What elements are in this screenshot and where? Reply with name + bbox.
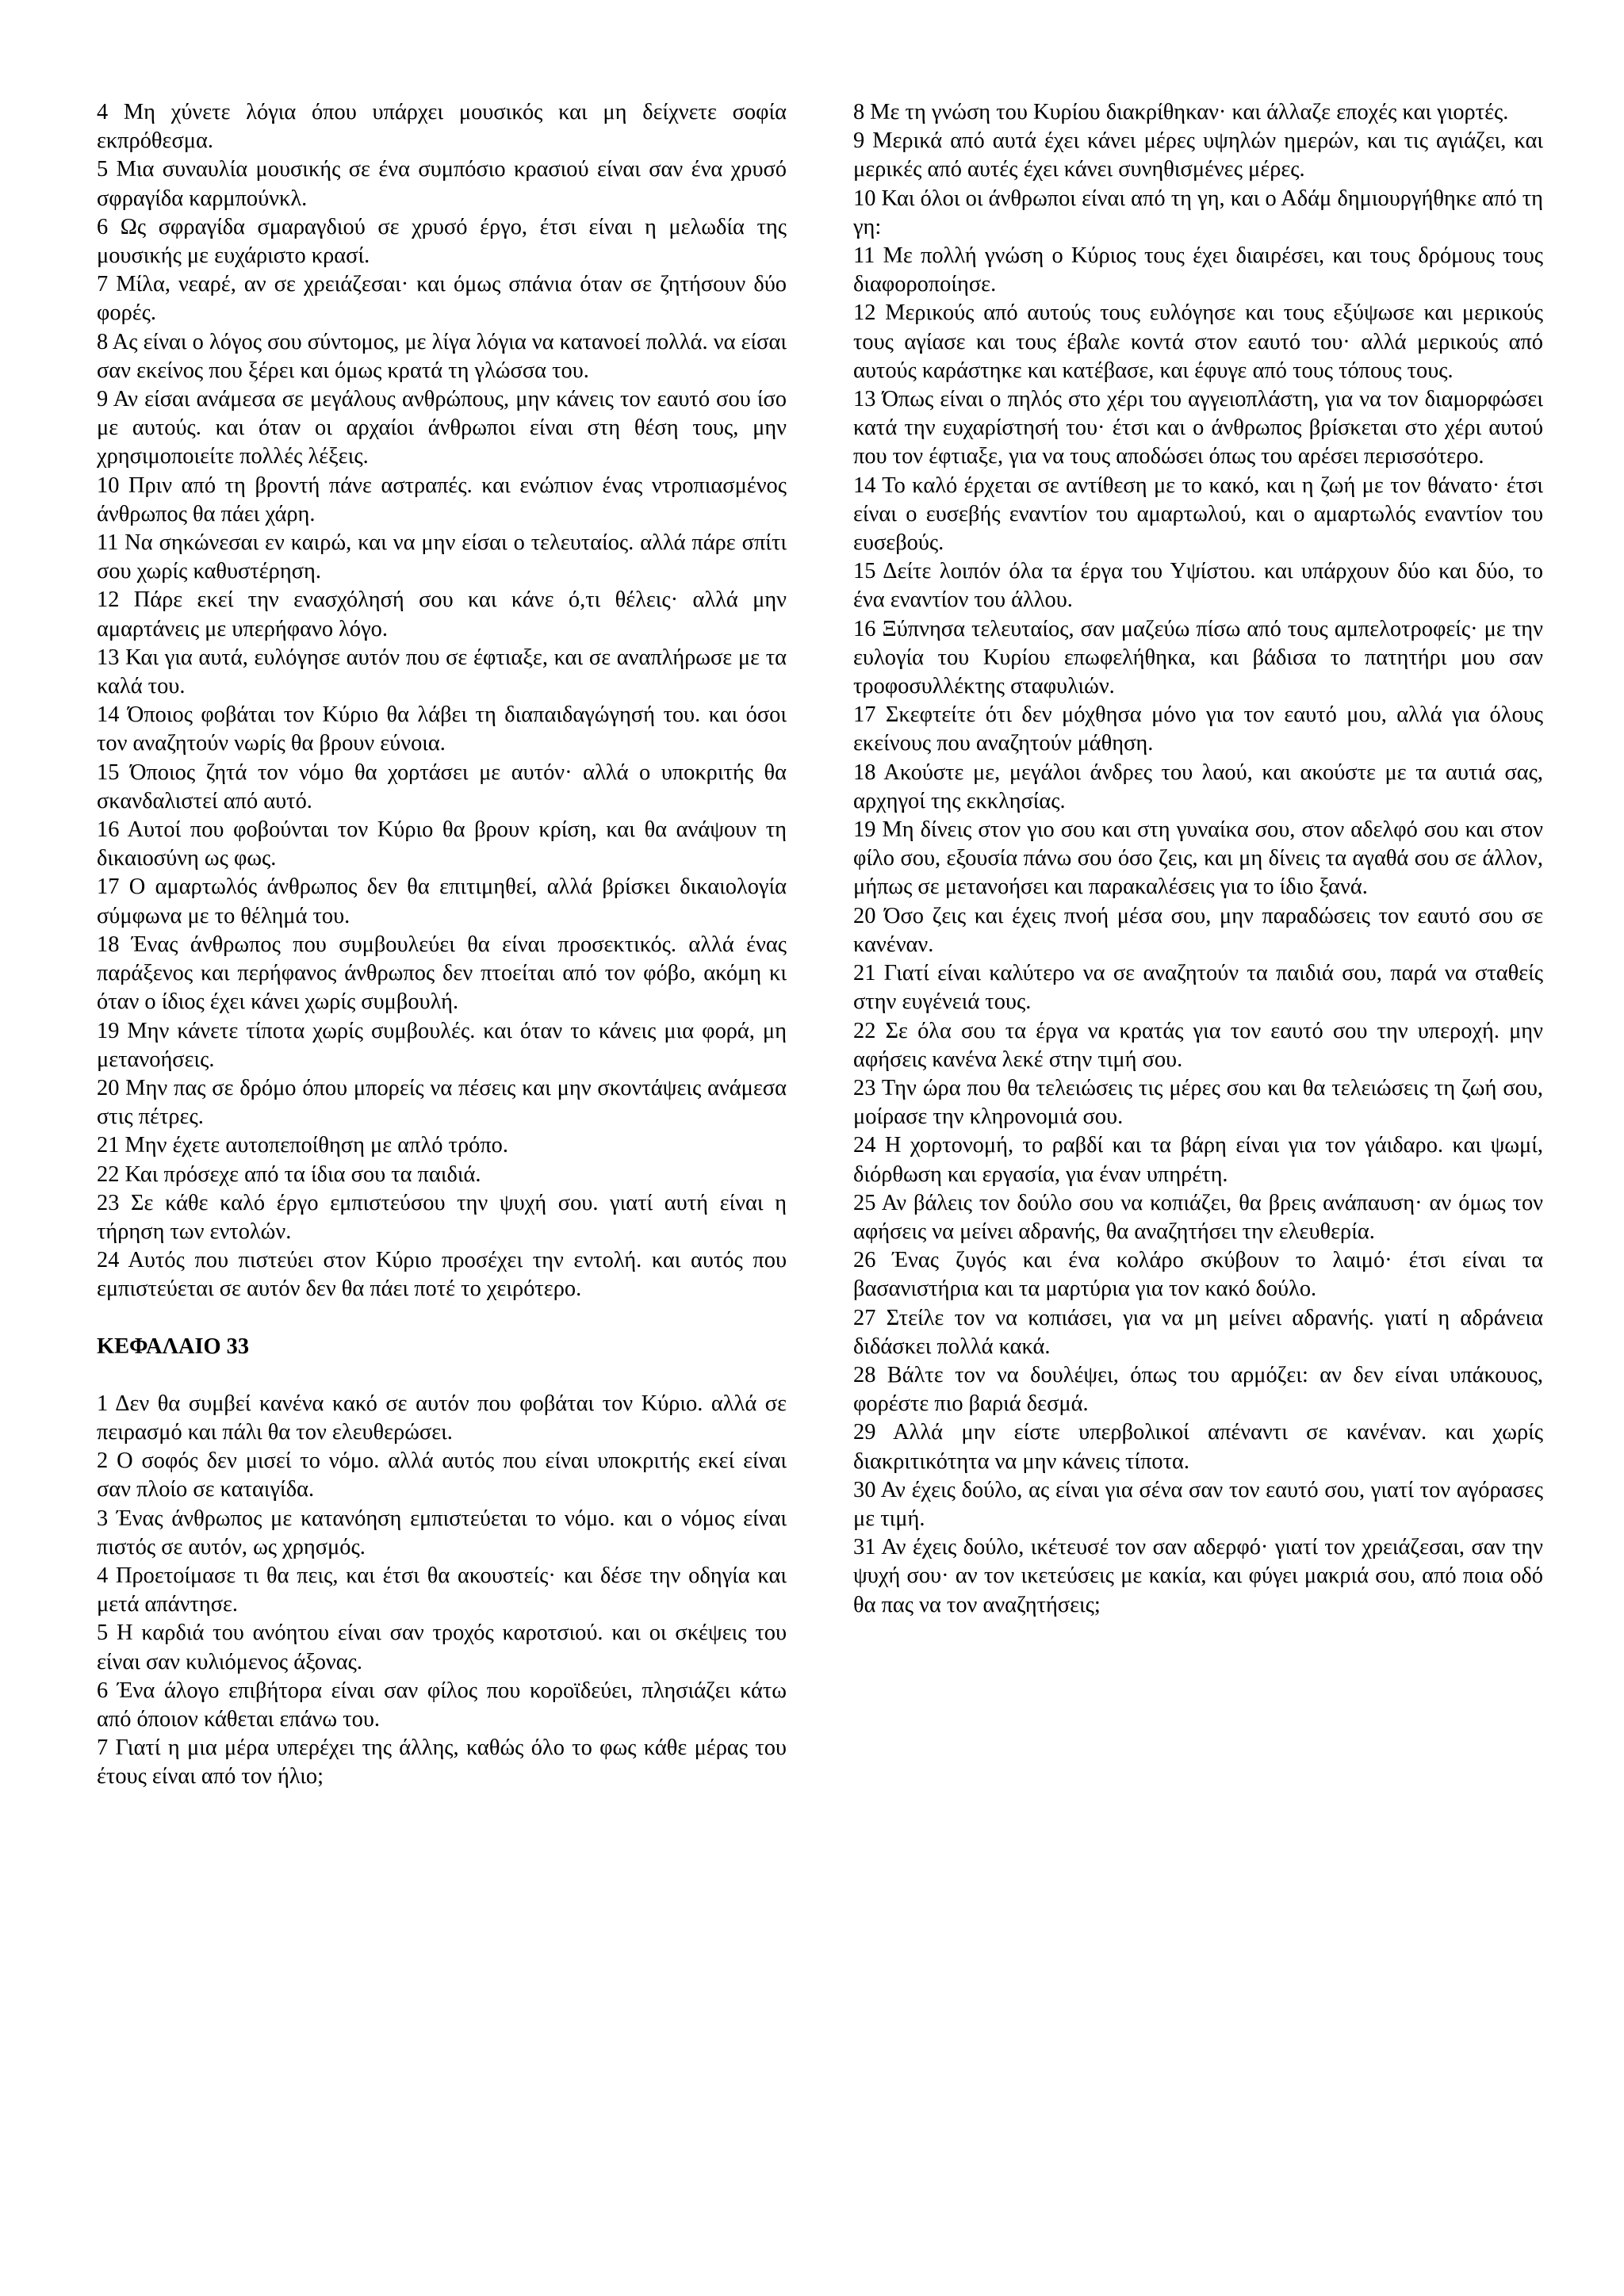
verse: 21 Γιατί είναι καλύτερο να σε αναζητούν τα παιδιά σου, παρά να σταθείς στην ευγένειά τους.: [853, 961, 1543, 1015]
verse: 6 Ένα άλογο επιβήτορα είναι σαν φίλος που κοροϊδεύει, πλησιάζει κάτω από όποιον κάθεται επάνω του.: [97, 1678, 787, 1732]
verse: 23 Σε κάθε καλό έργο εμπιστεύσου την ψυχή σου. γιατί αυτή είναι η τήρηση των εντολών.: [97, 1190, 787, 1244]
verse: 9 Μερικά από αυτά έχει κάνει μέρες υψηλών ημερών, και τις αγιάζει, και μερικές από αυτές έχει κάνει συνηθισμένες μέρες.: [853, 128, 1543, 182]
verse: 22 Σε όλα σου τα έργα να κρατάς για τον εαυτό σου την υπεροχή. μην αφήσεις κανένα λεκέ στην τιμή σου.: [853, 1018, 1543, 1072]
verse: 28 Βάλτε τον να δουλέψει, όπως του αρμόζει: αν δεν είναι υπάκουος, φορέστε πιο βαριά δεσμά.: [853, 1362, 1543, 1417]
verse: 27 Στείλε τον να κοπιάσει, για να μη μείνει αδρανής. γιατί η αδράνεια διδάσκει πολλά κακά.: [853, 1305, 1543, 1359]
verse: 19 Μη δίνεις στον γιο σου και στη γυναίκα σου, στον αδελφό σου και στον φίλο σου, εξουσία πάνω σου όσο ζεις, και μη δίνεις τα αγαθά σου σε άλλον, μήπως σε μετανοήσει και παρακαλέσεις για το ίδιο ξανά.: [853, 817, 1543, 900]
verse: 13 Όπως είναι ο πηλός στο χέρι του αγγειοπλάστη, για να τον διαμορφώσει κατά την ευχαρίστησή του· έτσι και ο άνθρωπος βρίσκεται στο χέρι αυτού που τον έφτιαξε, για να τους αποδώσει όπως του αρέσει περισσότερο.: [853, 387, 1543, 469]
verse: 22 Και πρόσεχε από τα ίδια σου τα παιδιά.: [97, 1161, 481, 1187]
verse: 10 Πριν από τη βροντή πάνε αστραπές. και ενώπιον ένας ντροπιασμένος άνθρωπος θα πάει χάρη.: [97, 473, 787, 526]
verse: 19 Μην κάνετε τίποτα χωρίς συμβουλές. και όταν το κάνεις μια φορά, μη μετανοήσεις.: [97, 1018, 787, 1072]
verse: 8 Με τη γνώση του Κυρίου διακρίθηκαν· και άλλαζε εποχές και γιορτές.: [853, 100, 1509, 124]
verse: 24 Αυτός που πιστεύει στον Κύριο προσέχει την εντολή. και αυτός που εμπιστεύεται σε αυτόν δεν θα πάει ποτέ το χειρότερο.: [97, 1248, 787, 1302]
verse: 16 Ξύπνησα τελευταίος, σαν μαζεύω πίσω από τους αμπελοτροφείς· με την ευλογία του Κυρίου επωφελήθηκα, και βάδισα το πατητήρι μου σαν τροφοσυλλέκτης σταφυλιών.: [853, 616, 1543, 699]
verse-list-after: [97, 1390, 787, 1792]
verse: 9 Αν είσαι ανάμεσα σε μεγάλους ανθρώπους, μην κάνεις τον εαυτό σου ίσο με αυτούς. και όταν οι αρχαίοι άνθρωποι είναι στη θέση τους, μην χρησιμοποιείτε πολλές λέξεις.: [97, 387, 787, 469]
verse: 14 Το καλό έρχεται σε αντίθεση με το κακό, και η ζωή με τον θάνατο· έτσι είναι ο ευσεβής εναντίον του αμαρτωλού, και ο αμαρτωλός εναντίον του ευσεβούς.: [853, 473, 1543, 556]
verse: 23 Την ώρα που θα τελειώσεις τις μέρες σου και θα τελειώσεις τη ζωή σου, μοίρασε την κληρονομιά σου.: [853, 1075, 1543, 1130]
verse: 7 Γιατί η μια μέρα υπερέχει της άλλης, καθώς όλο το φως κάθε μέρας του έτους είναι από τον ήλιο;: [97, 1735, 787, 1789]
verse: 29 Αλλά μην είστε υπερβολικοί απέναντι σε κανέναν. και χωρίς διακριτικότητα να μην κάνεις τίποτα.: [853, 1420, 1543, 1474]
verse: 5 Μια συναυλία μουσικής σε ένα συμπόσιο κρασιού είναι σαν ένα χρυσό σφραγίδα καρμπούνκλ.: [97, 157, 787, 211]
verse: 14 Όποιος φοβάται τον Κύριο θα λάβει τη διαπαιδαγώγησή του. και όσοι τον αναζητούν νωρίς θα βρουν εύνοια.: [97, 702, 787, 756]
verse: 11 Να σηκώνεσαι εν καιρώ, και να μην είσαι ο τελευταίος. αλλά πάρε σπίτι σου χωρίς καθυστέρηση.: [97, 530, 787, 584]
verse: 11 Με πολλή γνώση ο Κύριος τους έχει διαιρέσει, και τους δρόμους τους διαφοροποίησε.: [853, 243, 1543, 297]
verse: 15 Δείτε λοιπόν όλα τα έργα του Υψίστου. και υπάρχουν δύο και δύο, το ένα εναντίον του άλλου.: [853, 559, 1543, 613]
verse: 20 Όσο ζεις και έχεις πνοή μέσα σου, μην παραδώσεις τον εαυτό σου σε κανέναν.: [853, 903, 1543, 957]
verse: 13 Και για αυτά, ευλόγησε αυτόν που σε έφτιαξε, και σε αναπλήρωσε με τα καλά του.: [97, 645, 787, 699]
right-column: [853, 98, 1543, 1792]
verse: 16 Αυτοί που φοβούνται τον Κύριο θα βρουν κρίση, και θα ανάψουν τη δικαιοσύνη ως φως.: [97, 817, 787, 871]
chapter-heading: ΚΕΦΑΛΑΙΟ 33: [97, 1334, 250, 1359]
verse: 21 Μην έχετε αυτοπεποίθηση με απλό τρόπο.: [97, 1133, 508, 1158]
verse: 12 Πάρε εκεί την ενασχόλησή σου και κάνε ό,τι θέλεις· αλλά μην αμαρτάνεις με υπερήφανο λόγο.: [97, 587, 787, 641]
verse: 17 Ο αμαρτωλός άνθρωπος δεν θα επιτιμηθεί, αλλά βρίσκει δικαιολογία σύμφωνα με το θέλημά του.: [97, 874, 787, 928]
verse: 20 Μην πας σε δρόμο όπου μπορείς να πέσεις και μην σκοντάψεις ανάμεσα στις πέτρες.: [97, 1075, 787, 1130]
verse: 26 Ένας ζυγός και ένα κολάρο σκύβουν το λαιμό· έτσι είναι τα βασανιστήρια και τα μαρτύρια για τον κακό δούλο.: [853, 1248, 1543, 1302]
verse: 15 Όποιος ζητά τον νόμο θα χορτάσει με αυτόν· αλλά ο υποκριτής θα σκανδαλιστεί από αυτό.: [97, 760, 787, 813]
verse: 12 Μερικούς από αυτούς τους ευλόγησε και τους εξύψωσε και μερικούς τους αγίασε και τους έβαλε κοντά στον εαυτό του· αλλά μερικούς από αυτούς καράστηκε και κατέβασε, και έφυγε από τους τόπους τους.: [853, 300, 1543, 383]
verse-list: [853, 98, 1543, 1620]
verse: 17 Σκεφτείτε ότι δεν μόχθησα μόνο για τον εαυτό μου, αλλά για όλους εκείνους που αναζητούν μάθηση.: [853, 702, 1543, 756]
verse: 4 Προετοίμασε τι θα πεις, και έτσι θα ακουστείς· και δέσε την οδηγία και μετά απάντησε.: [97, 1563, 787, 1617]
verse: 25 Αν βάλεις τον δούλο σου να κοπιάζει, θα βρεις ανάπαυση· αν όμως τον αφήσεις να μείνει αδρανής, θα αναζητήσει την ελευθερία.: [853, 1190, 1543, 1244]
verse: 7 Μίλα, νεαρέ, αν σε χρειάζεσαι· και όμως σπάνια όταν σε ζητήσουν δύο φορές.: [97, 272, 787, 326]
document-page: [97, 98, 1543, 1792]
verse: 2 Ο σοφός δεν μισεί το νόμο. αλλά αυτός που είναι υποκριτής εκεί είναι σαν πλοίο σε καταιγίδα.: [97, 1448, 787, 1502]
verse: 18 Ακούστε με, μεγάλοι άνδρες του λαού, και ακούστε με τα αυτιά σας, αρχηγοί της εκκλησίας.: [853, 760, 1543, 813]
verse: 18 Ένας άνθρωπος που συμβουλεύει θα είναι προσεκτικός. αλλά ένας παράξενος και περήφανος άνθρωπος δεν πτοείται από τον φόβο, ακόμη κι όταν ο ίδιος έχει κάνει χωρίς συμβουλή.: [97, 932, 787, 1015]
verse: 24 Η χορτονομή, το ραβδί και τα βάρη είναι για τον γάιδαρο. και ψωμί, διόρθωση και εργασία, για έναν υπηρέτη.: [853, 1133, 1543, 1187]
verse: 1 Δεν θα συμβεί κανένα κακό σε αυτόν που φοβάται τον Κύριο. αλλά σε πειρασμό και πάλι θα τον ελευθερώσει.: [97, 1391, 787, 1445]
verse: 3 Ένας άνθρωπος με κατανόηση εμπιστεύεται το νόμο. και ο νόμος είναι πιστός σε αυτόν, ως χρησμός.: [97, 1506, 787, 1559]
verse: 5 Η καρδιά του ανόητου είναι σαν τροχός καροτσιού. και οι σκέψεις του είναι σαν κυλιόμενος άξονας.: [97, 1621, 787, 1674]
verse: 10 Και όλοι οι άνθρωποι είναι από τη γη, και ο Αδάμ δημιουργήθηκε από τη γη:: [853, 186, 1543, 239]
verse: 30 Αν έχεις δούλο, ας είναι για σένα σαν τον εαυτό σου, γιατί τον αγόρασες με τιμή.: [853, 1477, 1543, 1531]
verse: 6 Ως σφραγίδα σμαραγδιού σε χρυσό έργο, έτσι είναι η μελωδία της μουσικής με ευχάριστο κρασί.: [97, 214, 787, 269]
left-column: [97, 98, 787, 1792]
verse: 4 Μη χύνετε λόγια όπου υπάρχει μουσικός και μη δείχνετε σοφία εκπρόθεσμα.: [97, 100, 787, 154]
verse: 31 Αν έχεις δούλο, ικέτευσέ τον σαν αδερφό· γιατί τον χρειάζεσαι, σαν την ψυχή σου· αν τον ικετεύσεις με κακία, και φύγει μακριά σου, από ποια οδό θα πας να τον αναζητήσεις;: [853, 1535, 1543, 1617]
verse: 8 Ας είναι ο λόγος σου σύντομος, με λίγα λόγια να κατανοεί πολλά. να είσαι σαν εκείνος που ξέρει και όμως κρατά τη γλώσσα του.: [97, 329, 787, 383]
verse-list-before: [97, 98, 787, 1304]
